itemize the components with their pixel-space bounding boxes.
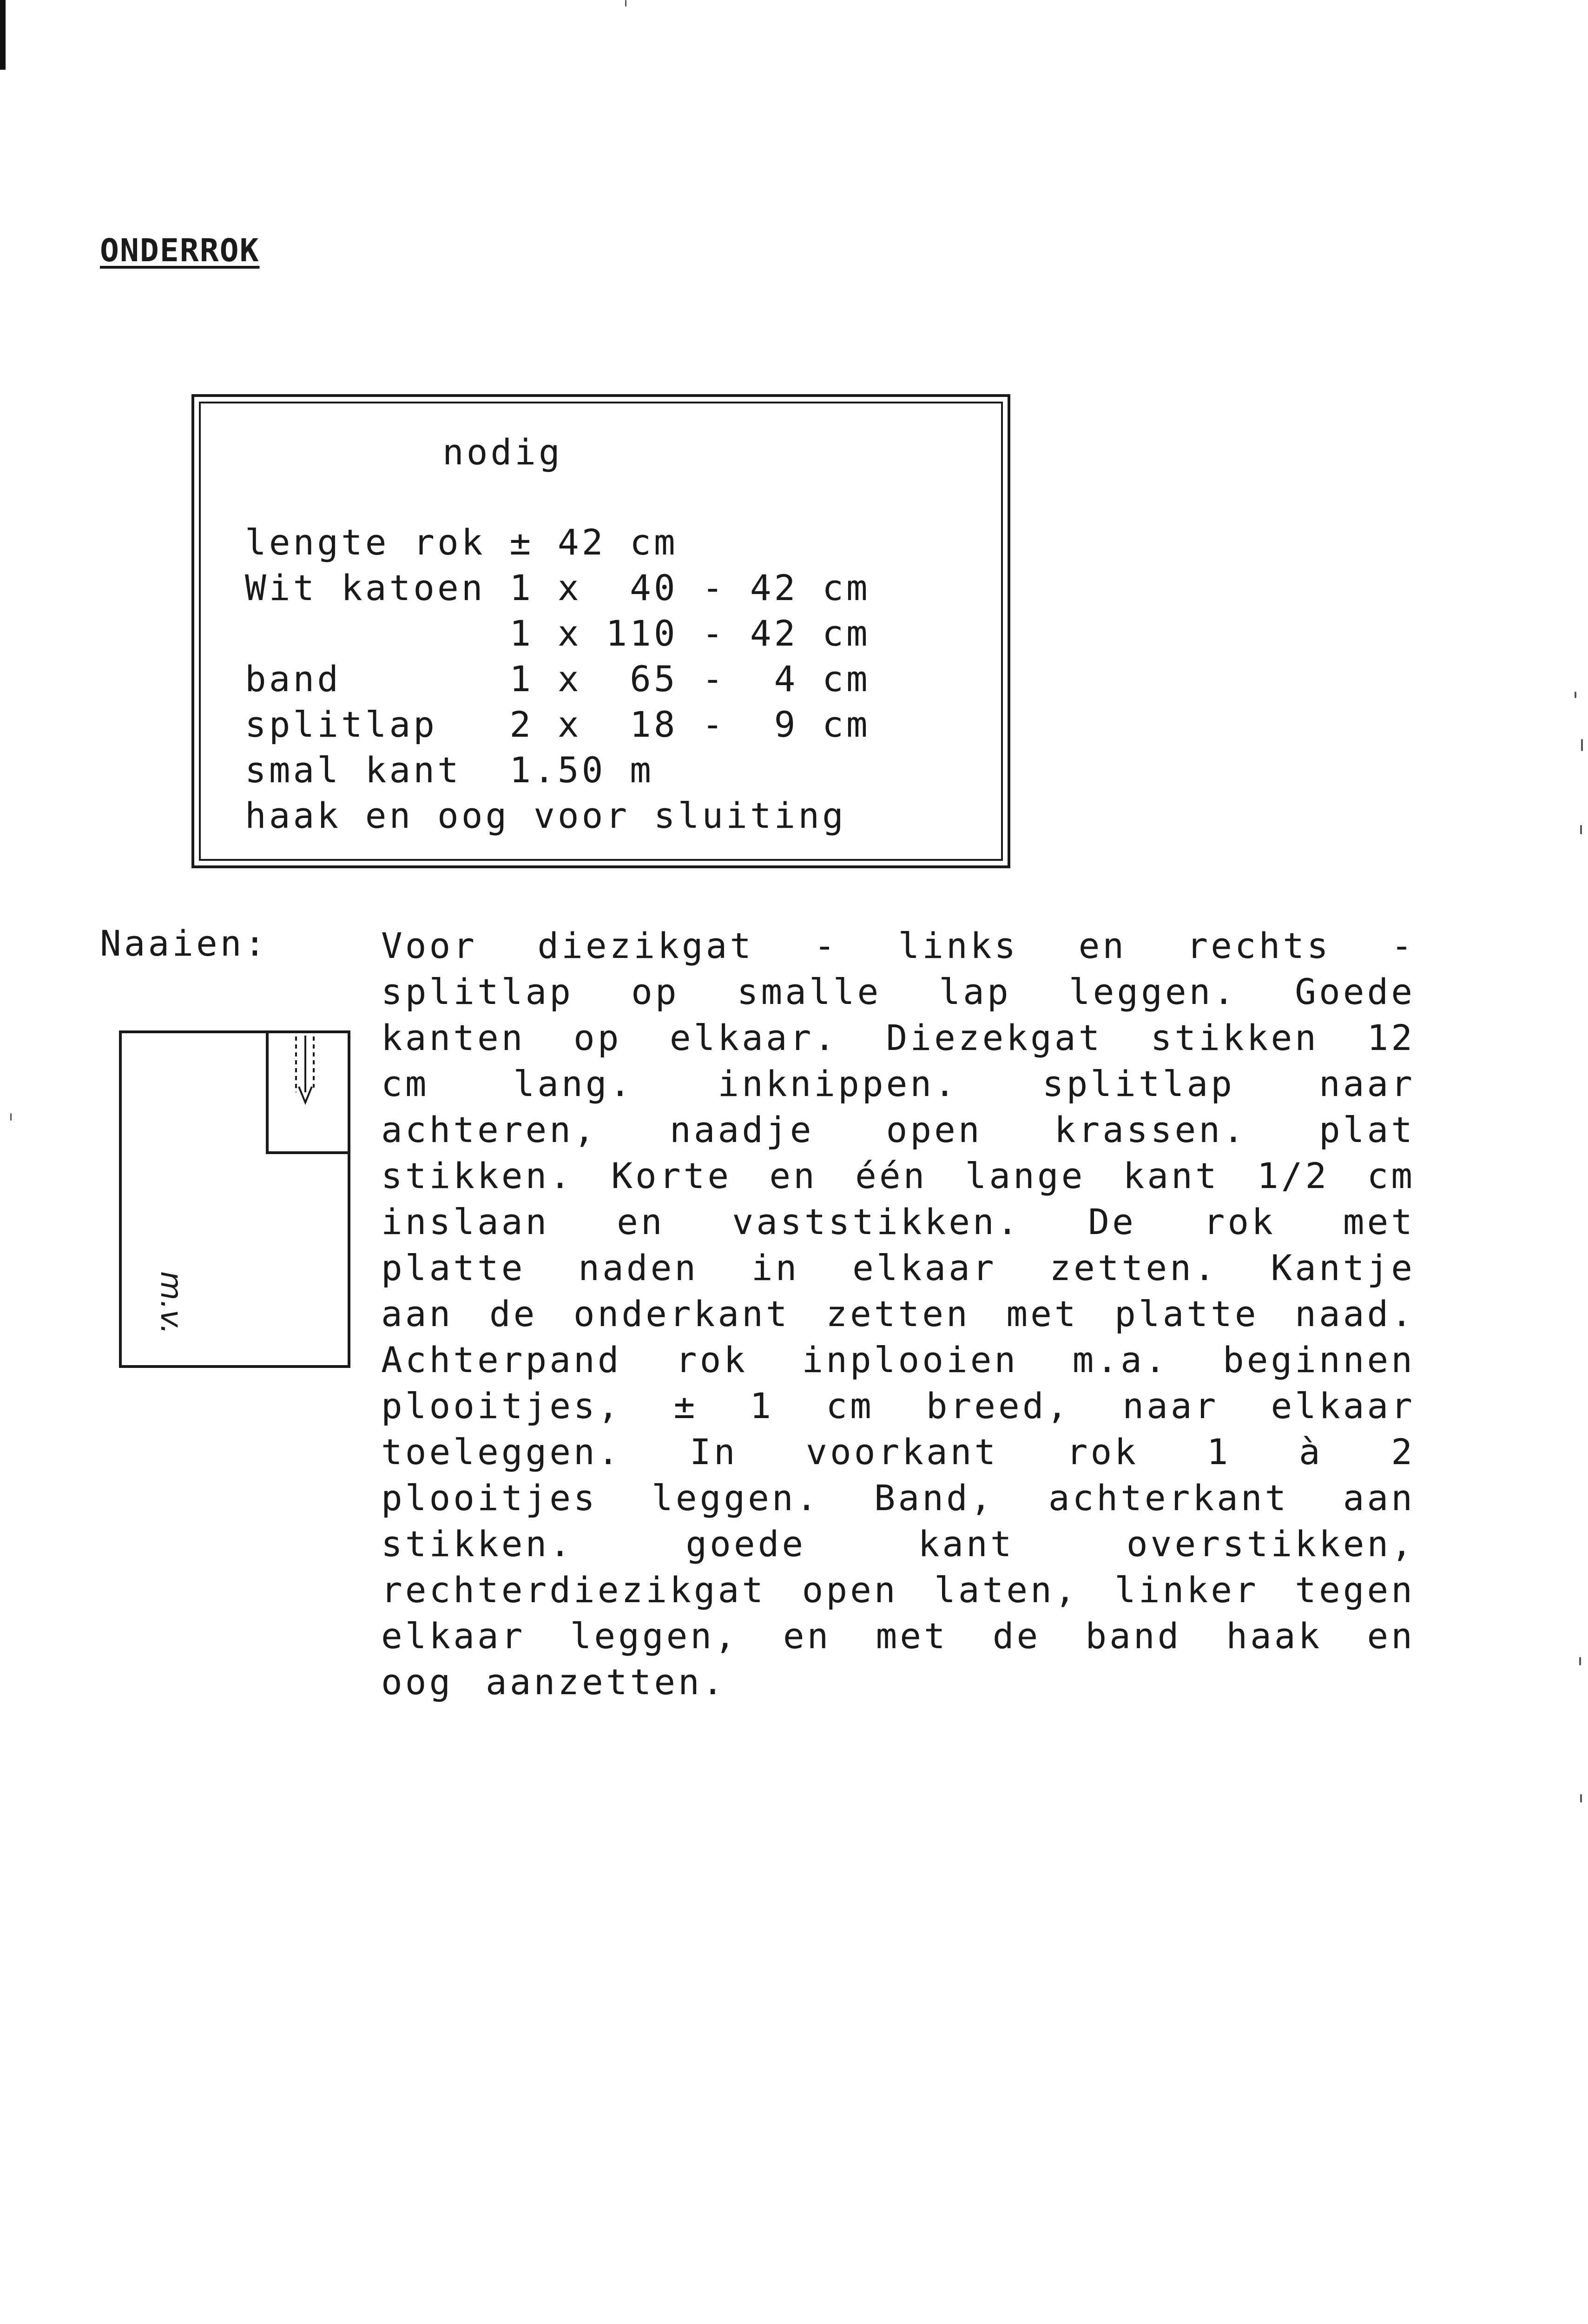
diagram-label: m.v.	[154, 1271, 188, 1334]
scan-mark	[1579, 1657, 1581, 1665]
sewing-instructions: Voor diezikgat - links en rechts - splitlap op smalle lap leggen. Goede kanten op elkaar. Diezekgat stikken 12 cm lang. inknippen. splitlap naar achteren, naadje open krassen. plat stikken. Korte en één lange kant 1/2 cm inslaan en vaststikken. De rok met platte naden in elkaar zetten. Kantje aan de onderkant zetten met platte naad. Achterpand rok inplooien m.a. beginnen plooitjes, ± 1 cm breed, naar elkaar toeleggen. In voorkant rok 1 à 2 plooitjes leggen. Band, achterkant aan stikken. goede kant overstikken, rechterdiezikgat open laten, linker tegen elkaar leggen, en met de band haak en oog aanzetten.	[381, 925, 1415, 1703]
requirement-line: 1 x 110 - 42 cm	[245, 613, 870, 654]
skirt-diagram	[119, 1023, 353, 1376]
scan-mark	[1581, 739, 1583, 751]
requirement-line: smal kant 1.50 m	[245, 749, 654, 791]
requirement-line: Wit katoen 1 x 40 - 42 cm	[245, 567, 870, 608]
sewing-label: Naaien:	[100, 923, 269, 964]
scan-mark	[1580, 1794, 1582, 1802]
split-flap-outline	[267, 1032, 349, 1153]
requirements-box-inner	[199, 402, 1003, 861]
scan-mark	[10, 1113, 12, 1121]
requirement-line: lengte rok ± 42 cm	[245, 522, 678, 563]
scan-mark	[1580, 825, 1582, 834]
scan-mark	[625, 0, 626, 7]
requirement-line: splitlap 2 x 18 - 9 cm	[245, 704, 870, 745]
requirements-heading: nodig	[442, 431, 563, 473]
requirement-line: band 1 x 65 - 4 cm	[245, 658, 870, 700]
requirements-list	[245, 520, 870, 838]
scan-edge-mark	[0, 0, 6, 70]
requirements-box	[191, 394, 1010, 868]
scan-mark	[1575, 692, 1576, 698]
document-title: ONDERROK	[100, 232, 260, 269]
requirement-line: haak en oog voor sluiting	[245, 795, 846, 836]
